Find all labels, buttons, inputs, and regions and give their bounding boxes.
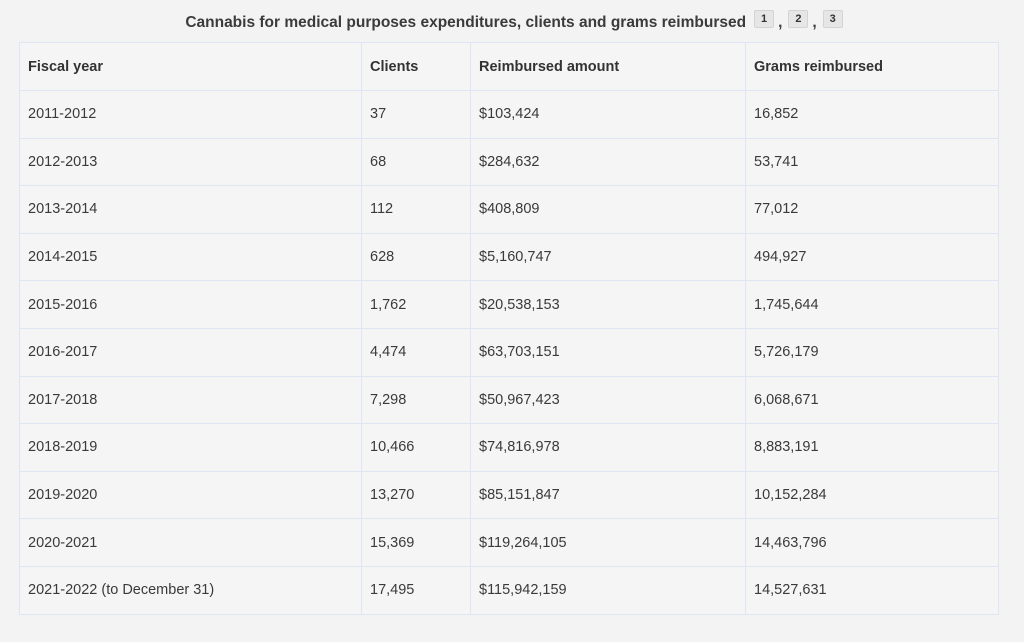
cell-grams-reimbursed: 6,068,671: [746, 376, 999, 424]
table-caption: [0, 10, 1024, 36]
cell-fiscal-year: 2016-2017: [20, 328, 362, 376]
cell-grams-reimbursed: 53,741: [746, 138, 999, 186]
table-row: [20, 281, 999, 329]
cell-clients: 7,298: [362, 376, 471, 424]
cell-reimbursed-amount: $63,703,151: [471, 328, 746, 376]
cell-reimbursed-amount: $115,942,159: [471, 566, 746, 614]
cell-clients: 1,762: [362, 281, 471, 329]
table-header-row: [20, 43, 999, 91]
cell-clients: 10,466: [362, 424, 471, 472]
cell-grams-reimbursed: 16,852: [746, 91, 999, 139]
cell-grams-reimbursed: 14,463,796: [746, 519, 999, 567]
cell-clients: 4,474: [362, 328, 471, 376]
cell-clients: 13,270: [362, 471, 471, 519]
cell-grams-reimbursed: 77,012: [746, 186, 999, 234]
cell-fiscal-year: 2019-2020: [20, 471, 362, 519]
cell-clients: 68: [362, 138, 471, 186]
cell-reimbursed-amount: $103,424: [471, 91, 746, 139]
cell-grams-reimbursed: 10,152,284: [746, 471, 999, 519]
footnote-separator: ,: [812, 14, 817, 31]
table-row: [20, 186, 999, 234]
table-title: Cannabis for medical purposes expenditures, clients and grams reimbursed: [185, 14, 747, 31]
table-row: [20, 233, 999, 281]
cell-fiscal-year: 2021-2022 (to December 31): [20, 566, 362, 614]
cell-clients: 17,495: [362, 566, 471, 614]
table-row: [20, 471, 999, 519]
cell-clients: 37: [362, 91, 471, 139]
cell-reimbursed-amount: $20,538,153: [471, 281, 746, 329]
cell-reimbursed-amount: $5,160,747: [471, 233, 746, 281]
footnote-link-2[interactable]: 2: [788, 10, 808, 28]
table-row: [20, 376, 999, 424]
table-row: [20, 519, 999, 567]
cell-fiscal-year: 2013-2014: [20, 186, 362, 234]
cell-fiscal-year: 2020-2021: [20, 519, 362, 567]
header-clients: Clients: [362, 43, 471, 91]
footnote-link-3[interactable]: 3: [823, 10, 843, 28]
expenditures-table: [19, 42, 999, 615]
cell-grams-reimbursed: 1,745,644: [746, 281, 999, 329]
cell-grams-reimbursed: 14,527,631: [746, 566, 999, 614]
cell-reimbursed-amount: $284,632: [471, 138, 746, 186]
cell-clients: 112: [362, 186, 471, 234]
cell-grams-reimbursed: 494,927: [746, 233, 999, 281]
header-grams-reimbursed: Grams reimbursed: [746, 43, 999, 91]
cell-reimbursed-amount: $119,264,105: [471, 519, 746, 567]
cell-reimbursed-amount: $50,967,423: [471, 376, 746, 424]
cell-clients: 15,369: [362, 519, 471, 567]
header-fiscal-year: Fiscal year: [20, 43, 362, 91]
table-row: [20, 91, 999, 139]
cell-grams-reimbursed: 8,883,191: [746, 424, 999, 472]
footnote-link-1[interactable]: 1: [754, 10, 774, 28]
cell-reimbursed-amount: $408,809: [471, 186, 746, 234]
cell-reimbursed-amount: $85,151,847: [471, 471, 746, 519]
cell-fiscal-year: 2018-2019: [20, 424, 362, 472]
cell-fiscal-year: 2015-2016: [20, 281, 362, 329]
table-row: [20, 424, 999, 472]
cell-fiscal-year: 2014-2015: [20, 233, 362, 281]
cell-fiscal-year: 2012-2013: [20, 138, 362, 186]
footnote-separator: ,: [778, 14, 783, 31]
cell-fiscal-year: 2017-2018: [20, 376, 362, 424]
cell-grams-reimbursed: 5,726,179: [746, 328, 999, 376]
cell-reimbursed-amount: $74,816,978: [471, 424, 746, 472]
table-row: [20, 328, 999, 376]
cell-fiscal-year: 2011-2012: [20, 91, 362, 139]
table-row: [20, 566, 999, 614]
header-reimbursed-amount: Reimbursed amount: [471, 43, 746, 91]
table-row: [20, 138, 999, 186]
cell-clients: 628: [362, 233, 471, 281]
